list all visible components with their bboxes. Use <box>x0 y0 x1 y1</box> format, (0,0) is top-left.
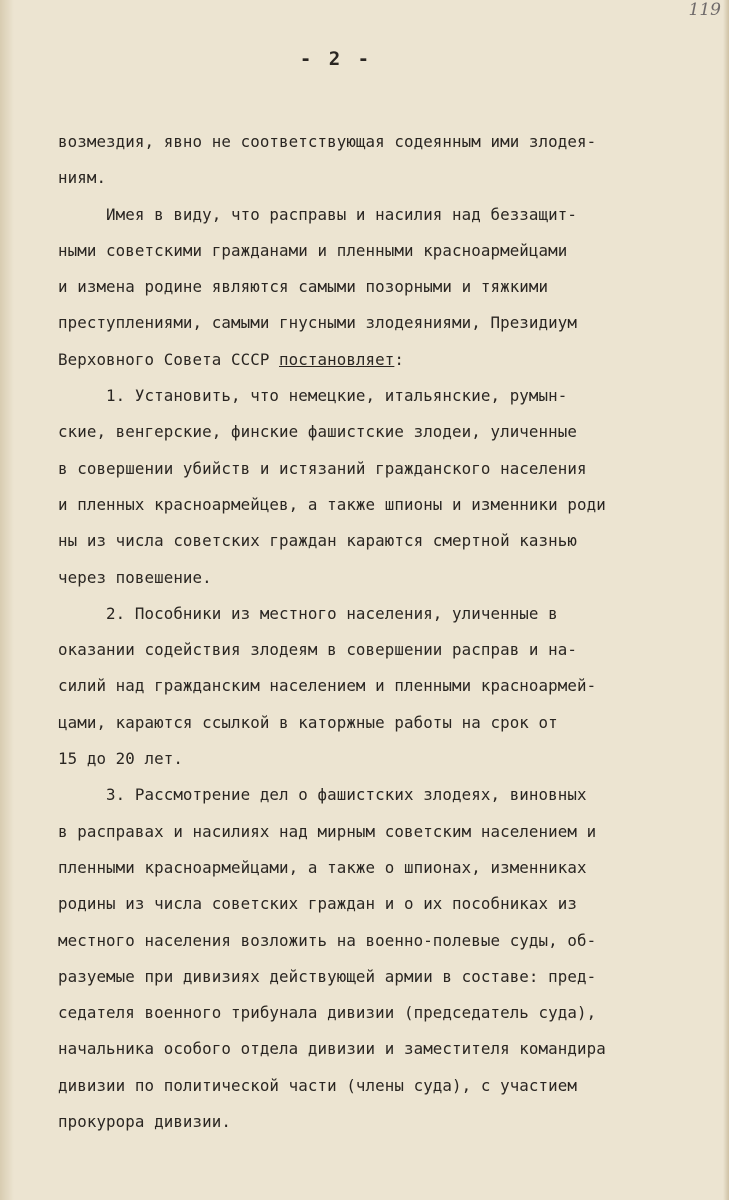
underlined-word: постановляет <box>279 349 395 369</box>
text-line: силий над гражданским населением и пленными красноармей- <box>58 676 597 696</box>
text-line: возмездия, явно не соответствующая содеянным ими злодея- <box>58 132 597 151</box>
text-line: родины из числа советских граждан и о их пособниках из <box>58 894 577 914</box>
text-line: и измена родине являются самыми позорными и тяжкими <box>58 277 549 297</box>
text-line: 1. Установить, что немецкие, итальянские, румын- <box>58 386 568 406</box>
text-line: разуемые при дивизиях действующей армии в составе: пред- <box>58 966 597 986</box>
text-line: в совершении убийств и истязаний гражданского населения <box>58 458 587 478</box>
text-segment: : <box>394 349 404 369</box>
text-line: Имея в виду, что расправы и насилия над беззащит- <box>58 204 577 224</box>
text-line: оказании содействия злодеям в совершении расправ и на- <box>58 640 577 660</box>
text-line: цами, караются ссылкой в каторжные работы на срок от <box>58 712 558 732</box>
folio-number: 119 <box>688 0 721 20</box>
text-line: прокурора дивизии. <box>58 1112 231 1132</box>
text-line: местного населения возложить на военно-полевые суды, об- <box>58 930 597 950</box>
text-segment: Верховного Совета СССР <box>58 349 280 369</box>
text-line: начальника особого отдела дивизии и заместителя командира <box>58 1039 606 1059</box>
text-line: пленными красноармейцами, а также о шпионах, изменниках <box>58 857 587 877</box>
text-line <box>58 342 728 378</box>
text-line: в расправах и насилиях над мирным советским населением и <box>58 821 597 841</box>
text-line: ными советскими гражданами и пленными красноармейцами <box>58 240 568 260</box>
page-edge-shadow <box>0 0 14 1200</box>
text-line: 15 до 20 лет. <box>58 749 183 769</box>
text-line: преступлениями, самыми гнусными злодеяниями, Президиум <box>58 313 577 333</box>
text-line: ниям. <box>58 168 107 188</box>
text-line: и пленных красноармейцев, а также шпионы и изменники роди <box>58 494 606 514</box>
text-line: ские, венгерские, финские фашистские злодеи, уличенные <box>58 422 577 442</box>
text-line: ны из числа советских граждан караются смертной казнью <box>58 531 577 551</box>
text-line: 2. Пособники из местного населения, уличенные в <box>58 603 558 623</box>
text-line: дивизии по политической части (члены суда), с участием <box>58 1075 577 1095</box>
text-line: 3. Рассмотрение дел о фашистских злодеях, виновных <box>58 785 587 805</box>
text-line: через повешение. <box>58 567 212 587</box>
typed-body-text <box>58 124 728 1140</box>
text-line: седателя военного трибунала дивизии (председатель суда), <box>58 1003 597 1023</box>
page-number: - 2 - <box>299 48 373 70</box>
